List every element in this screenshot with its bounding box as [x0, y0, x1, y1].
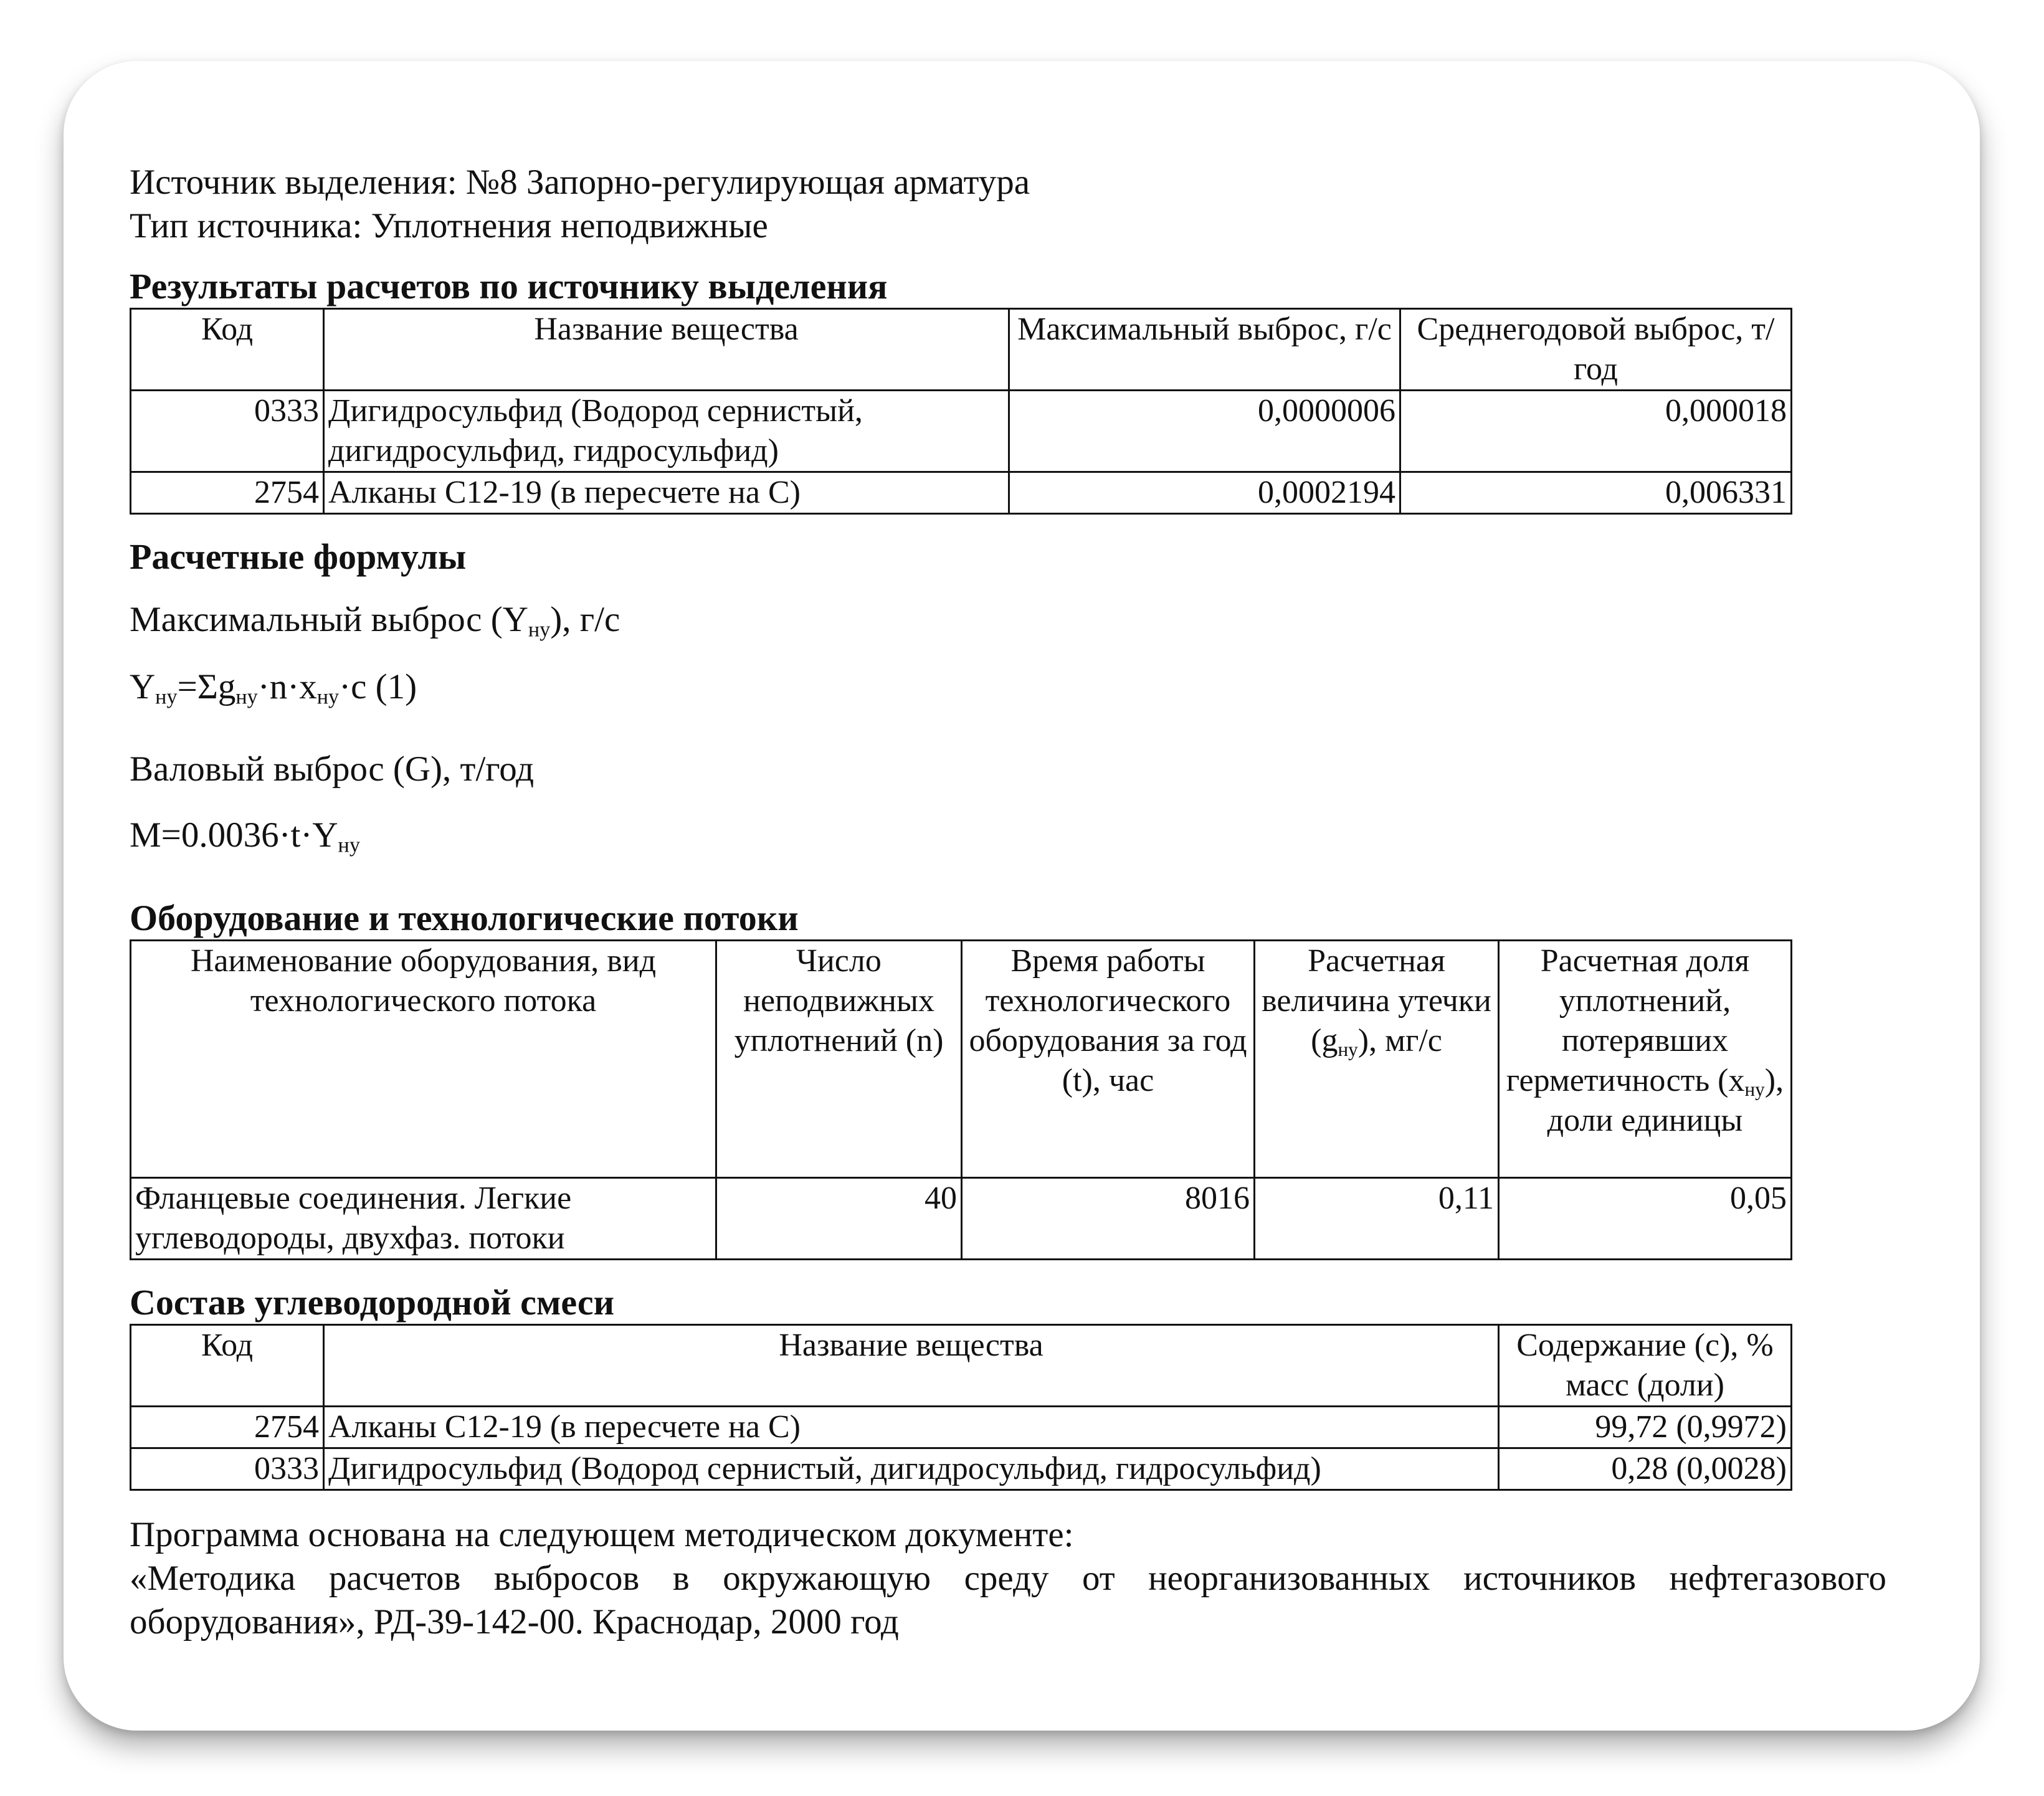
table-row — [131, 1178, 1792, 1260]
leaky-fraction-subscript: ну — [1744, 1078, 1765, 1100]
cell-leak-rate: 0,11 — [1255, 1178, 1499, 1260]
leaky-fraction-text: Расчетная доля уплотнений, потерявших герметичность (x — [1506, 943, 1750, 1098]
max-label-subscript: ну — [528, 618, 551, 642]
source-line: Источник выделения: №8 Запорно-регулирующая арматура — [130, 163, 1030, 202]
cell-content: 99,72 (0,9972) — [1499, 1407, 1792, 1448]
cell-content: 0,28 (0,0028) — [1499, 1448, 1792, 1490]
formula-1-sub: ну — [235, 685, 258, 709]
formula-2-part: M=0.0036·t·Y — [130, 815, 338, 855]
col-content: Содержание (с), % масс (доли) — [1499, 1325, 1792, 1407]
col-seal-count: Число неподвижных уплотнений (n) — [716, 941, 962, 1178]
cell-leaky-fraction: 0,05 — [1499, 1178, 1792, 1260]
cell-substance-name: Дигидросульфид (Водород сернистый, дигидросульфид, гидросульфид) — [324, 391, 1009, 472]
formula-1-part: ·c (1) — [339, 667, 417, 706]
footer-intro: Программа основана на следующем методическом документе: — [130, 1515, 1074, 1554]
col-max-emission: Максимальный выброс, г/с — [1009, 309, 1400, 391]
results-header-row — [131, 309, 1792, 391]
cell-operating-time: 8016 — [962, 1178, 1255, 1260]
col-code: Код — [131, 309, 324, 391]
cell-substance-name: Дигидросульфид (Водород сернистый, дигидросульфид, гидросульфид) — [324, 1448, 1499, 1490]
cell-max-emission: 0,0000006 — [1009, 391, 1400, 472]
equipment-table — [130, 939, 1792, 1260]
formula-1-sub: ну — [316, 685, 340, 709]
cell-code: 2754 — [131, 1407, 324, 1448]
table-row — [131, 1448, 1792, 1490]
table-row — [131, 391, 1792, 472]
cell-code: 0333 — [131, 1448, 324, 1490]
formula-1-part: Y — [130, 667, 156, 706]
leak-rate-subscript: ну — [1338, 1038, 1358, 1060]
cell-code: 0333 — [131, 391, 324, 472]
leaky-fraction-unit: ), доли единицы — [1547, 1063, 1784, 1138]
cell-substance-name: Алканы С12-19 (в пересчете на С) — [324, 472, 1009, 514]
equipment-header-row — [131, 941, 1792, 1178]
cell-substance-name: Алканы С12-19 (в пересчете на С) — [324, 1407, 1499, 1448]
composition-heading: Состав углеводородной смеси — [130, 1282, 615, 1323]
max-label-text: Максимальный выброс (Y — [130, 600, 528, 639]
cell-seal-count: 40 — [716, 1178, 962, 1260]
col-substance-name: Название вещества — [324, 309, 1009, 391]
formulas-heading: Расчетные формулы — [130, 536, 467, 577]
equipment-heading: Оборудование и технологические потоки — [130, 898, 799, 938]
footer-reference: «Методика расчетов выбросов в окружающую среду от неорганизованных источников нефтегазового оборудования», РД-39-142-00. Краснодар, 2000 год — [130, 1559, 1886, 1642]
leak-rate-text: Расчетная величина утечки (g — [1262, 943, 1491, 1058]
col-leaky-fraction — [1499, 941, 1792, 1178]
formula-1-sub: ну — [155, 685, 178, 709]
col-operating-time: Время работы технологического оборудования за год (t), час — [962, 941, 1255, 1178]
formula-1-part: ·n·x — [257, 667, 317, 706]
cell-annual-emission: 0,006331 — [1400, 472, 1792, 514]
formula-2-sub: ну — [338, 834, 360, 857]
leak-rate-unit: ), мг/с — [1357, 1023, 1442, 1058]
formula-2 — [130, 814, 1886, 857]
source-type-line: Тип источника: Уплотнения неподвижные — [130, 206, 768, 245]
col-substance-name: Название вещества — [324, 1325, 1499, 1407]
formula-1 — [130, 665, 1886, 709]
cell-equipment-name: Фланцевые соединения. Легкие углеводороды, двухфаз. потоки — [131, 1178, 716, 1260]
composition-header-row — [131, 1325, 1792, 1407]
col-code: Код — [131, 1325, 324, 1407]
table-row — [131, 472, 1792, 514]
gross-emission-label: Валовый выброс (G), т/год — [130, 749, 535, 789]
cell-annual-emission: 0,000018 — [1400, 391, 1792, 472]
col-leak-rate — [1255, 941, 1499, 1178]
formula-1-part: =Σg — [177, 667, 236, 706]
col-equipment-name: Наименование оборудования, вид технологического потока — [131, 941, 716, 1178]
results-table — [130, 308, 1792, 515]
composition-table — [130, 1324, 1792, 1491]
cell-max-emission: 0,0002194 — [1009, 472, 1400, 514]
col-annual-emission: Среднегодовой выброс, т/год — [1400, 309, 1792, 391]
document-content — [130, 161, 1886, 1644]
table-row — [131, 1407, 1792, 1448]
max-emission-label — [130, 598, 1886, 642]
cell-code: 2754 — [131, 472, 324, 514]
max-label-unit: ), г/с — [550, 600, 620, 639]
results-heading: Результаты расчетов по источнику выделения — [130, 266, 888, 306]
